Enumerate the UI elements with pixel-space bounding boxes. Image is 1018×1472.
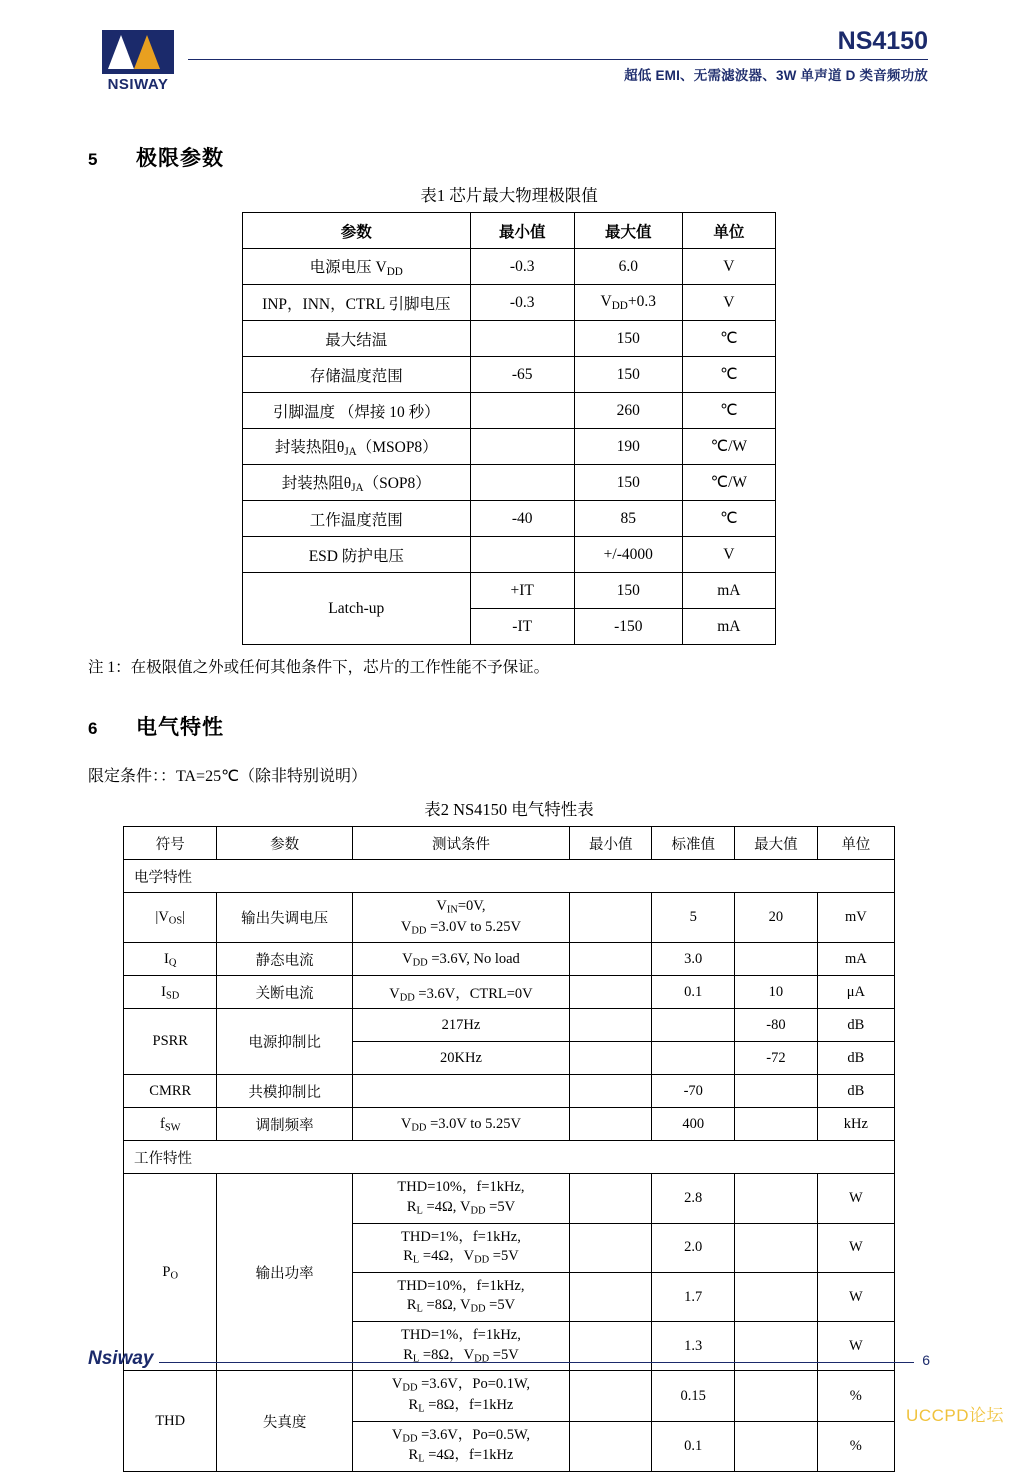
table-row: [124, 976, 895, 1009]
cell-param: 失真度: [217, 1371, 352, 1472]
cell-min: -40: [470, 501, 574, 537]
cell-min: [570, 1272, 652, 1321]
cell-symbol: $|V_{OS}|$: [124, 893, 217, 943]
cell-param: 封装热阻$\theta_{JA}(MSOP8)$: [243, 429, 471, 465]
header-subtitle: 超低 EMI、无需滤波器、3W 单声道 D 类音频功放: [624, 67, 928, 83]
cell-condition: THD=10%，f=1kHz, $R_L =4\Omega$, $V_{DD} =5V$: [352, 1174, 570, 1223]
cell-unit: %: [817, 1421, 894, 1471]
cell-param: 调制频率: [217, 1108, 352, 1141]
cell-min: [570, 1009, 652, 1042]
cell-condition: $V_{DD} =3.6V$, No load: [352, 943, 570, 976]
cell-unit: W: [817, 1272, 894, 1321]
cell-unit: dB: [817, 1075, 894, 1108]
table-row: [124, 893, 895, 943]
cell-max: 6.0: [574, 249, 682, 285]
cell-condition: $V_{DD} =3.6V$，Po=0.1W, $R_L =8\Omega$，f=1kHz: [352, 1371, 570, 1421]
cell-param: ESD 防护电压: [243, 537, 471, 573]
table-row: [243, 249, 776, 285]
table-row: [243, 321, 776, 357]
table-row: [243, 537, 776, 573]
cell-condition: $V_{IN}=0V$, $V_{DD} =3.0V$ to 5.25V: [352, 893, 570, 943]
cell-unit: W: [817, 1322, 894, 1371]
table-row: [124, 1174, 895, 1223]
cell-max: 20: [735, 893, 817, 943]
table-group-row: [124, 1141, 895, 1174]
cell-min: [570, 1223, 652, 1272]
cell-min: [470, 429, 574, 465]
cell-typ: 1.3: [652, 1322, 735, 1371]
cell-min: [570, 1371, 652, 1421]
table-row: [243, 213, 776, 249]
th-unit: 单位: [682, 213, 775, 249]
page-number: 6: [922, 1352, 930, 1368]
cell-max: 150: [574, 357, 682, 393]
cell-typ: 0.1: [652, 1421, 735, 1471]
table-row: [124, 1108, 895, 1141]
cell-param: 关断电流: [217, 976, 352, 1009]
cell-latchup-label: Latch-up: [243, 573, 471, 645]
cell-min: [570, 1075, 652, 1108]
table1-note: 注 1：在极限值之外或任何其他条件下，芯片的工作性能不予保证。: [88, 659, 550, 676]
group-header-electrical: 电学特性: [124, 860, 895, 893]
cell-symbol: PSRR: [124, 1009, 217, 1075]
cell-typ: 1.7: [652, 1272, 735, 1321]
cell-typ: 5: [652, 893, 735, 943]
cell-min: [470, 393, 574, 429]
cell-unit: ℃: [682, 501, 775, 537]
cell-typ: 400: [652, 1108, 735, 1141]
cell-typ: 3.0: [652, 943, 735, 976]
cell-unit: V: [682, 249, 775, 285]
cell-min: -0.3: [470, 285, 574, 321]
cell-unit: ℃/W: [682, 465, 775, 501]
cell-unit: ℃/W: [682, 429, 775, 465]
cell-typ: 0.1: [652, 976, 735, 1009]
cell-max: 260: [574, 393, 682, 429]
cell-max: -72: [735, 1042, 817, 1075]
cell-typ: 0.15: [652, 1371, 735, 1421]
cell-unit: V: [682, 537, 775, 573]
cell-param: 存储温度范围: [243, 357, 471, 393]
section-heading-6: [88, 711, 930, 741]
cell-max: [735, 1223, 817, 1272]
page-footer: [88, 1349, 930, 1368]
cell-unit: W: [817, 1174, 894, 1223]
cell-max: 10: [735, 976, 817, 1009]
table-row: [124, 1009, 895, 1042]
cell-typ: 2.0: [652, 1223, 735, 1272]
cell-unit: dB: [817, 1009, 894, 1042]
cell-symbol: THD: [124, 1371, 217, 1472]
cell-typ: [652, 1042, 735, 1075]
table-row: [243, 285, 776, 321]
cell-param: 引脚温度 （焊接 10 秒）: [243, 393, 471, 429]
cell-typ: -70: [652, 1075, 735, 1108]
section-heading-5: [88, 142, 930, 172]
cell-max: [735, 1075, 817, 1108]
cell-param: 电源抑制比: [217, 1009, 352, 1075]
part-number: NS4150: [837, 27, 928, 55]
cell-param: 输出失调电压: [217, 893, 352, 943]
cell-condition: THD=1%，f=1kHz, $R_L =8\Omega$，$V_{DD} =5V$: [352, 1322, 570, 1371]
table-row: [124, 1075, 895, 1108]
page-header: [88, 0, 930, 124]
cell-condition: THD=1%，f=1kHz, $R_L =4\Omega$，$V_{DD} =5V$: [352, 1223, 570, 1272]
table-row: [243, 573, 776, 609]
cell-unit: mV: [817, 893, 894, 943]
company-logo: [88, 30, 188, 93]
table-group-row: [124, 860, 895, 893]
cell-param: 最大结温: [243, 321, 471, 357]
table-absolute-maximum-ratings: [242, 212, 776, 645]
header-title-block: [188, 28, 930, 84]
cell-max: [735, 1371, 817, 1421]
cell-param: 共模抑制比: [217, 1075, 352, 1108]
cell-unit: V: [682, 285, 775, 321]
header-divider: [188, 59, 928, 60]
cell-max: -80: [735, 1009, 817, 1042]
cell-unit: dB: [817, 1042, 894, 1075]
cell-condition: $V_{DD} =3.6V$，CTRL=0V: [352, 976, 570, 1009]
table-row: [124, 1371, 895, 1421]
cell-param: 工作温度范围: [243, 501, 471, 537]
cell-max: 190: [574, 429, 682, 465]
logo-text: NSIWAY: [107, 76, 169, 93]
footer-divider: [159, 1362, 914, 1363]
cell-max: [735, 1421, 817, 1471]
th-unit: 单位: [817, 827, 894, 860]
th-min: 最小值: [470, 213, 574, 249]
cell-typ: 2.8: [652, 1174, 735, 1223]
cell-condition: 20KHz: [352, 1042, 570, 1075]
cell-latchup-sub: +IT: [470, 573, 574, 609]
cell-max: $V_{DD}+0.3$: [574, 285, 682, 321]
table1-caption: 表1 芯片最大物理极限值: [420, 186, 598, 205]
cell-param: 电源电压 $V_{DD}$: [243, 249, 471, 285]
cell-max: 85: [574, 501, 682, 537]
cell-min: [470, 321, 574, 357]
cell-symbol: $I_{SD}$: [124, 976, 217, 1009]
cell-condition: $V_{DD} =3.0V$ to 5.25V: [352, 1108, 570, 1141]
th-param: 参数: [217, 827, 352, 860]
cell-latchup-sub: -IT: [470, 609, 574, 645]
table-row: [243, 465, 776, 501]
cell-max: -150: [574, 609, 682, 645]
section-6-number: 6: [88, 719, 98, 738]
cell-min: -65: [470, 357, 574, 393]
table-electrical-characteristics: [123, 826, 895, 1472]
cell-min: [570, 1108, 652, 1141]
table-row: [124, 827, 895, 860]
section-6-title: 电气特性: [136, 716, 224, 739]
cell-min: [570, 893, 652, 943]
test-condition-line: 限定条件：：TA=25℃（除非特别说明）: [88, 768, 368, 785]
footer-brand: Nsiway: [88, 1348, 154, 1369]
th-min: 最小值: [570, 827, 652, 860]
cell-condition: 217Hz: [352, 1009, 570, 1042]
table-row: [243, 429, 776, 465]
cell-min: [570, 1042, 652, 1075]
cell-unit: mA: [682, 573, 775, 609]
th-condition: 测试条件: [352, 827, 570, 860]
cell-param: 封装热阻$\theta_{JA}(SOP8)$: [243, 465, 471, 501]
cell-condition: [352, 1075, 570, 1108]
cell-max: +/-4000: [574, 537, 682, 573]
cell-param: 输出功率: [217, 1174, 352, 1371]
table-row: [124, 943, 895, 976]
th-typ: 标准值: [652, 827, 735, 860]
table2-caption: 表2 NS4150 电气特性表: [424, 800, 594, 819]
nsiway-logo-icon: [102, 30, 174, 74]
cell-unit: μA: [817, 976, 894, 1009]
table-row: [243, 501, 776, 537]
cell-symbol: $P_O$: [124, 1174, 217, 1371]
watermark: UCCPD论坛: [906, 1406, 1004, 1425]
cell-typ: [652, 1009, 735, 1042]
cell-unit: mA: [682, 609, 775, 645]
cell-unit: %: [817, 1371, 894, 1421]
cell-max: [735, 943, 817, 976]
cell-unit: mA: [817, 943, 894, 976]
cell-unit: kHz: [817, 1108, 894, 1141]
th-max: 最大值: [735, 827, 817, 860]
cell-min: [570, 943, 652, 976]
table-row: [243, 393, 776, 429]
cell-param: 静态电流: [217, 943, 352, 976]
cell-param: INP，INN，CTRL 引脚电压: [243, 285, 471, 321]
cell-min: [570, 976, 652, 1009]
cell-symbol: $I_Q$: [124, 943, 217, 976]
cell-unit: ℃: [682, 321, 775, 357]
cell-min: [470, 537, 574, 573]
cell-condition: $V_{DD} =3.6V$，Po=0.5W, $R_L =4\Omega$，f=1kHz: [352, 1421, 570, 1471]
table-row: [243, 357, 776, 393]
cell-min: [570, 1174, 652, 1223]
cell-min: [470, 465, 574, 501]
th-symbol: 符号: [124, 827, 217, 860]
cell-symbol: CMRR: [124, 1075, 217, 1108]
cell-min: -0.3: [470, 249, 574, 285]
cell-max: 150: [574, 321, 682, 357]
section-5-title: 极限参数: [136, 147, 224, 170]
cell-max: [735, 1108, 817, 1141]
cell-max: [735, 1272, 817, 1321]
cell-unit: ℃: [682, 357, 775, 393]
cell-condition: THD=10%，f=1kHz, $R_L =8\Omega$, $V_{DD} =5V$: [352, 1272, 570, 1321]
cell-symbol: $f_{SW}$: [124, 1108, 217, 1141]
cell-min: [570, 1421, 652, 1471]
cell-unit: ℃: [682, 393, 775, 429]
cell-max: 150: [574, 465, 682, 501]
cell-unit: W: [817, 1223, 894, 1272]
section-5-number: 5: [88, 150, 98, 169]
cell-max: 150: [574, 573, 682, 609]
cell-max: [735, 1174, 817, 1223]
th-max: 最大值: [574, 213, 682, 249]
group-header-operating: 工作特性: [124, 1141, 895, 1174]
th-param: 参数: [243, 213, 471, 249]
